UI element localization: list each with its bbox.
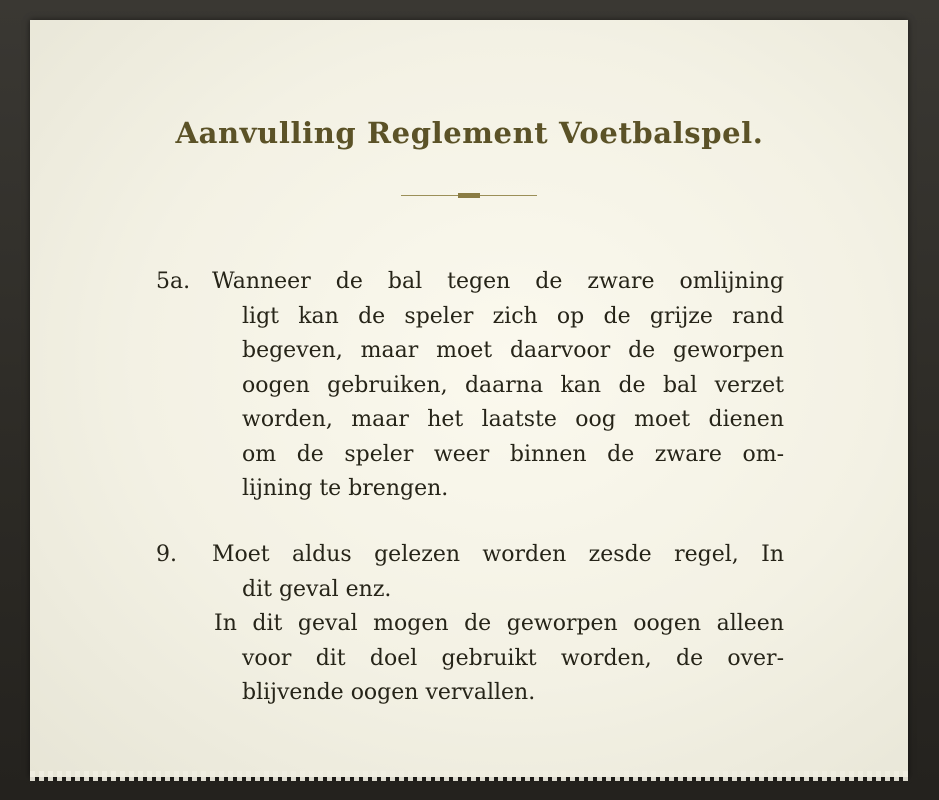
rule-line: oogen gebruiken, daarna kan de bal verzet — [242, 372, 784, 398]
rule-line: ligt kan de speler zich op de grijze rand — [242, 303, 784, 329]
rule-line: worden, maar het laatste oog moet dienen — [242, 407, 784, 432]
perforated-edge — [30, 771, 908, 781]
rule-line: lijning te brengen. — [242, 476, 449, 501]
rule-line: voor dit doel gebruikt worden, de over- — [242, 645, 784, 671]
document-title: Aanvulling Reglement Voetbalspel. — [175, 116, 764, 150]
rule-number: 9. — [156, 542, 177, 567]
rule-line: blijvende oogen vervallen. — [242, 680, 536, 705]
rule-line: Moet aldus gelezen worden zesde regel, In — [212, 542, 784, 567]
rule-line: om de speler weer binnen de zware om- — [242, 441, 784, 467]
divider-bar — [458, 193, 480, 198]
rule-9 — [156, 538, 796, 711]
rule-line: begeven, maar moet daarvoor de geworpen — [242, 338, 784, 363]
rule-line: Wanneer de bal tegen de zware omlijning — [212, 269, 784, 294]
rule-line: In dit geval mogen de geworpen oogen alleen — [214, 611, 784, 636]
rule-5a — [156, 265, 796, 507]
ornament-divider — [401, 192, 537, 199]
rule-line: dit geval enz. — [242, 576, 392, 602]
rule-number: 5a. — [156, 269, 191, 294]
